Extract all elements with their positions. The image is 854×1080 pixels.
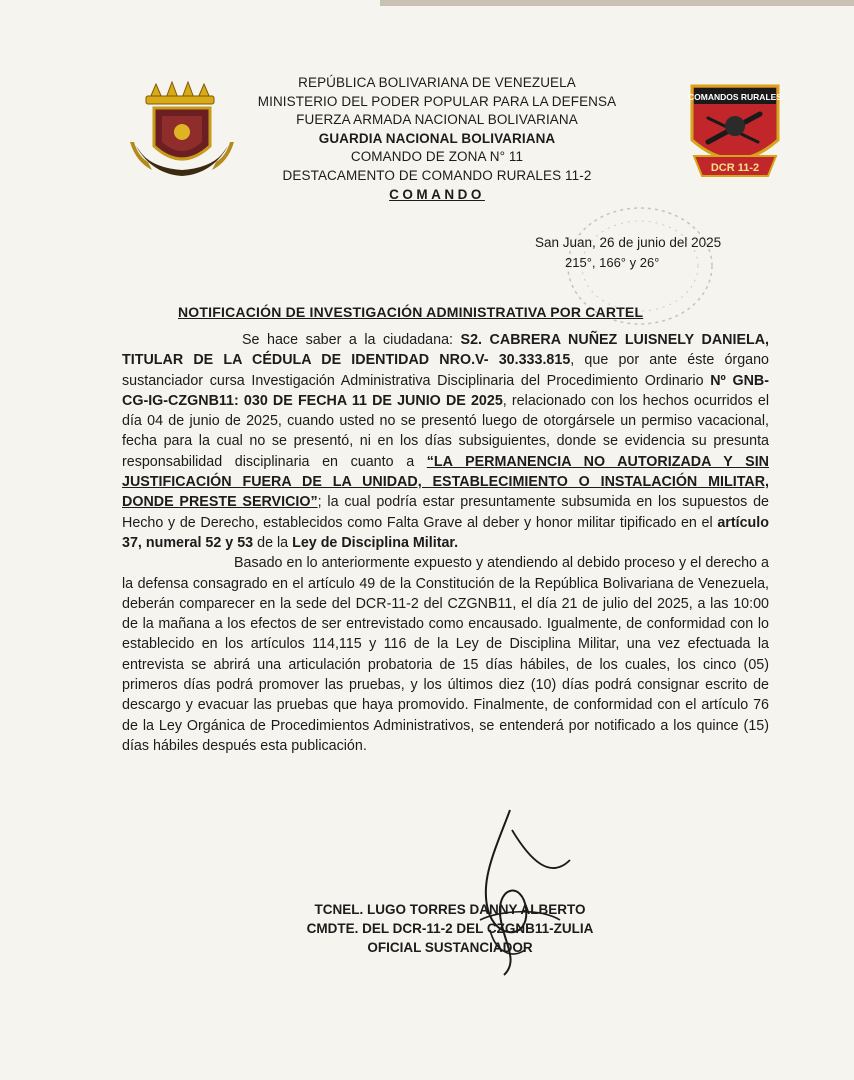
comandos-rurales-emblem-icon (680, 78, 790, 188)
header-line-guard: GUARDIA NACIONAL BOLIVARIANA (318, 130, 556, 146)
p1-text-i: de la (253, 534, 293, 551)
header-line-ministry: MINISTERIO DEL PODER POPULAR PARA LA DEFENSA (257, 93, 617, 109)
p1-charge: “LA PERMANENCIA NO AUTORIZADA Y SIN JUSTIFICACIÓN FUERA DE LA UNIDAD, ESTABLECIMIENTO O INSTALACIÓN MILITAR, DONDE PRESTE SERVICIO” (122, 453, 769, 511)
header-line-country: REPÚBLICA BOLIVARIANA DE VENEZUELA (298, 75, 576, 90)
paragraph-summons: Basado en lo anteriormente expuesto y atendiendo al debido proceso y el derecho a la defensa consagrado en el artículo 49 de la Constitución de la República Bolivariana de Venezuela, deberán comparecer en la sede del DCR-11-2 del CZGNB11, el día 21 de julio del 2025, a las 10:00 de la mañana a los efectos de ser entrevistado como encausado. Igualmente, de conformidad con lo establecido en los artículos 114,115 y 116 de la Ley de Disciplina Militar, una vez efectuada la entrevista se abrirá una articulación probatoria de 15 días hábiles, de los cuales, los cinco (05) primeros días podrá promover las pruebas, y los últimos diez (10) días podrá consignar escrito de descargo y evacuar las pruebas que haya promovido. Finalmente, de conformidad con el artículo 76 de la Ley Orgánica de Procedimientos Administrativos, se entenderá por notificado a los quince (15) días hábiles después esta publicación. (122, 555, 769, 754)
p1-text-a: Se hace saber a la ciudadana: (242, 332, 461, 348)
signer-position: CMDTE. DEL DCR-11-2 DEL CZGNB11-ZULIA (306, 921, 594, 936)
letterhead (200, 74, 674, 204)
signature-block (270, 900, 630, 957)
p1-text-e: , relacionado con los hechos ocurridos el día 04 de junio de 2025, cuando usted no se presentó luego de otorgársele un permiso vacacional, fecha para la cual no se presentó, ni en los días subsiguientes, donde se evidencia su presunta responsabilidad disciplinaria en cuanto a (122, 392, 769, 470)
header-line-armed-force: FUERZA ARMADA NACIONAL BOLIVARIANA (296, 112, 578, 128)
signer-role: OFICIAL SUSTANCIADOR (367, 940, 533, 955)
p1-case-number: Nº GNB-CG-IG-CZGNB11: 030 DE FECHA 11 DE JUNIO DE 2025 (122, 372, 769, 409)
header-line-command: COMANDO (389, 186, 485, 202)
signer-name: TCNEL. LUGO TORRES DANNY ALBERTO (314, 902, 586, 917)
scan-edge (380, 0, 854, 6)
header-line-detachment: DESTACAMENTO DE COMANDO RURALES 11-2 (282, 167, 592, 183)
reference-numbers: 215°, 166° y 26° (565, 255, 660, 270)
p1-person-id: S2. CABRERA NUÑEZ LUISNELY DANIELA, TITULAR DE LA CÉDULA DE IDENTIDAD NRO.V- 30.333.815 (122, 332, 770, 369)
paragraph-notification (122, 330, 769, 553)
emblem-bottom-text: DCR 11-2 (710, 162, 760, 174)
p1-text-c: , que por ante éste órgano sustanciador cursa Investigación Administrativa Disciplinaria del Procedimiento Ordinario (122, 352, 769, 389)
emblem-top-text: COMANDOS RURALES (688, 92, 782, 102)
p1-law: Ley de Disciplina Militar. (292, 534, 459, 551)
header-line-zone: COMANDO DE ZONA N° 11 (350, 149, 524, 165)
place-date: San Juan, 26 de junio del 2025 (535, 235, 722, 250)
p1-text-g: ; la cual podría estar presuntamente subsumida en los supuestos de Hecho y de Derecho, establecidos como Falta Grave al deber y honor militar tipificado en el (122, 494, 769, 531)
document-title: NOTIFICACIÓN DE INVESTIGACIÓN ADMINISTRATIVA POR CARTEL (178, 304, 644, 320)
p1-article: artículo 37, numeral 52 y 53 (122, 514, 769, 551)
document-body (122, 330, 769, 756)
